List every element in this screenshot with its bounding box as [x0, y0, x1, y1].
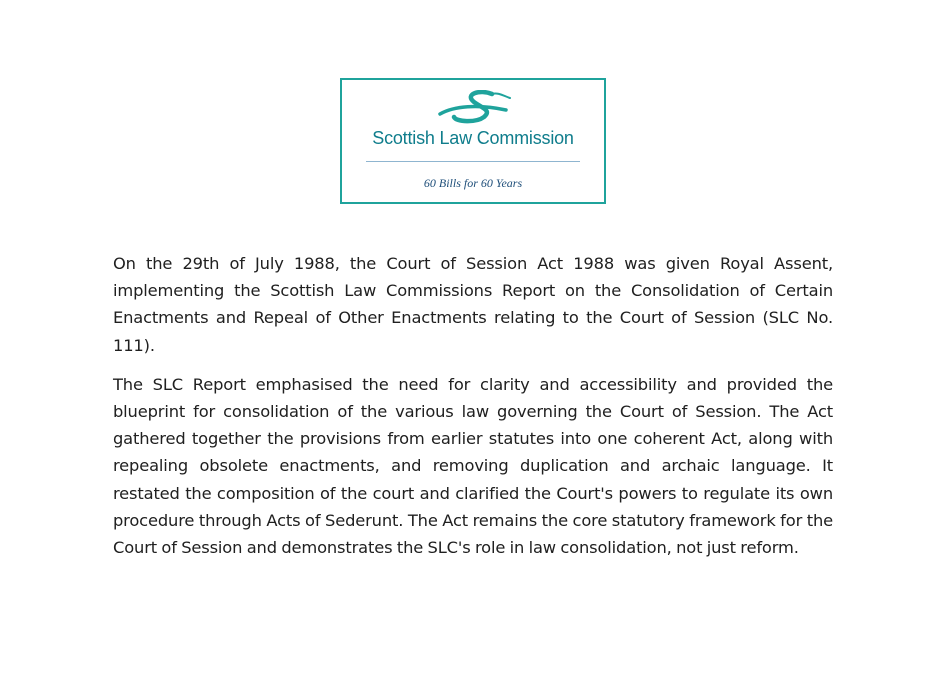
article-body [113, 250, 833, 573]
slc-logo [340, 78, 606, 204]
paragraph-slc-report: The SLC Report emphasised the need for clarity and accessibility and provided the blueprint for consolidation of the various law governing the Court of Session. The Act gathered together the provisions from earlier statutes into one coherent Act, along with repealing obsolete enactments, and removing duplication and archaic language. It restated the composition of the court and clarified the Court's powers to regulate its own procedure through Acts of Sederunt. The Act remains the core statutory framework for the Court of Session and demonstrates the SLC's role in law consolidation, not just reform. [113, 374, 833, 558]
logo-divider [366, 161, 580, 162]
slc-swirl-logo-icon [434, 90, 520, 126]
logo-tagline: 60 Bills for 60 Years [423, 176, 523, 190]
logo-name: Scottish Law Commission [372, 128, 574, 148]
paragraph-royal-assent: On the 29th of July 1988, the Court of Session Act 1988 was given Royal Assent, implementing the Scottish Law Commissions Report on the Consolidation of Certain Enactments and Repeal of Other Enactments relating to the Court of Session (SLC No. 111). [113, 254, 833, 355]
